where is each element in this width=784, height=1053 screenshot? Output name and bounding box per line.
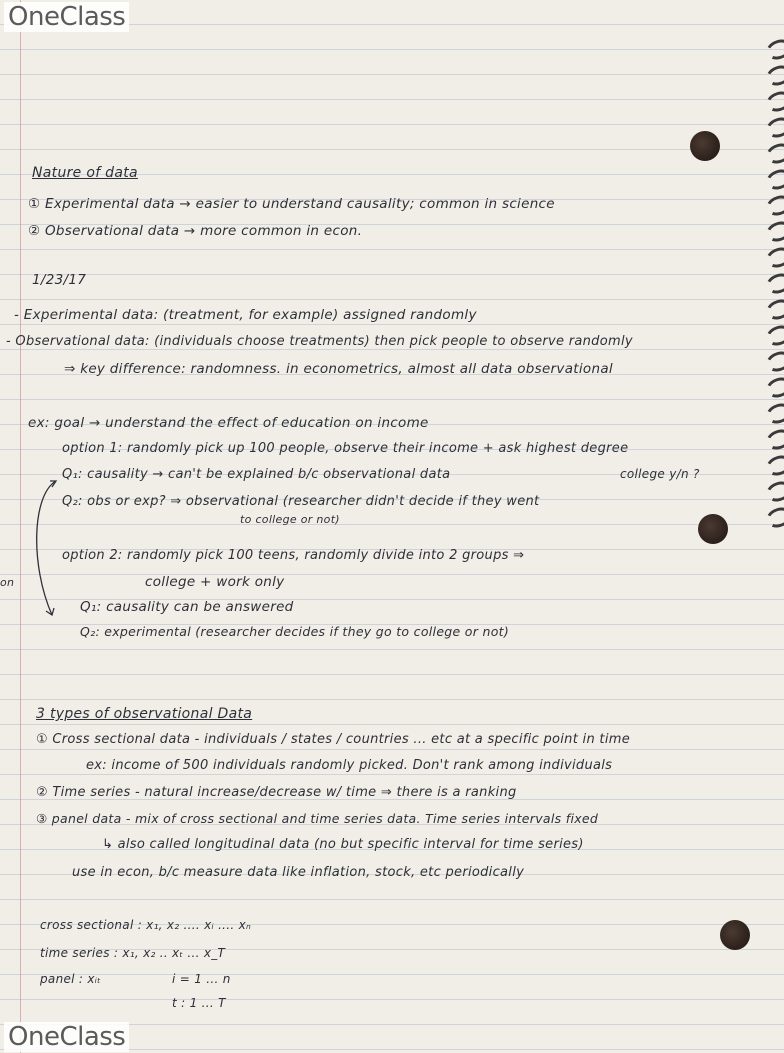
note-line: to college or not) [240, 513, 340, 526]
note-line: ① Cross sectional data - individuals / states / countries ... etc at a specific point in time [36, 732, 630, 747]
note-line: ↳ also called longitudinal data (no but specific interval for time series) [102, 837, 584, 852]
margin-line [20, 0, 21, 1053]
note-line: college + work only [145, 574, 285, 590]
note-line: ⇒ key difference: randomness. in econometrics, almost all data observational [64, 361, 613, 377]
notes-title: Nature of data [32, 165, 138, 181]
oneclass-logo-top: OneClass [4, 2, 129, 32]
formula-line: cross sectional : x₁, x₂ .... xᵢ .... xₙ [40, 918, 252, 932]
note-line: use in econ, b/c measure data like inflation, stock, etc periodically [72, 865, 525, 880]
oneclass-logo-bottom: OneClass [4, 1022, 129, 1052]
note-line: Q₁: causality → can't be explained b/c observational data [62, 467, 451, 482]
note-line: ① Experimental data → easier to understand causality; common in science [28, 196, 555, 212]
note-line: ② Observational data → more common in econ. [28, 223, 363, 239]
binder-hole-bottom [720, 920, 750, 950]
note-line: Q₂: obs or exp? ⇒ observational (researcher didn't decide if they went [62, 494, 540, 509]
formula-line: time series : x₁, x₂ .. xₜ ... x_T [40, 946, 226, 960]
formula-line: i = 1 ... n [172, 972, 231, 986]
note-line: ex: income of 500 individuals randomly picked. Don't rank among individuals [86, 758, 613, 773]
note-line: ex: goal → understand the effect of education on income [28, 415, 429, 431]
note-line: option 2: randomly pick 100 teens, randomly divide into 2 groups ⇒ [62, 548, 525, 563]
note-line: college y/n ? [620, 467, 700, 481]
curved-arrow [28, 475, 68, 625]
note-line: Q₂: experimental (researcher decides if they go to college or not) [80, 624, 510, 639]
note-date: 1/23/17 [32, 272, 87, 288]
section-heading: 3 types of observational Data [36, 706, 253, 722]
binder-hole-top [690, 131, 720, 161]
binder-hole-middle [698, 514, 728, 544]
note-line: ③ panel data - mix of cross sectional and time series data. Time series intervals fixed [36, 811, 599, 826]
formula-line: t : 1 ... T [172, 996, 226, 1010]
note-line: - Experimental data: (treatment, for example) assigned randomly [14, 307, 477, 323]
note-line: ② Time series - natural increase/decrease w/ time ⇒ there is a ranking [36, 785, 517, 800]
note-line: - Observational data: (individuals choose treatments) then pick people to observe randomly [6, 334, 633, 349]
side-note: on [0, 576, 15, 589]
formula-line: panel : xᵢₜ [40, 972, 102, 986]
note-line: Q₁: causality can be answered [80, 599, 294, 615]
note-line: option 1: randomly pick up 100 people, observe their income + ask highest degree [62, 441, 629, 456]
